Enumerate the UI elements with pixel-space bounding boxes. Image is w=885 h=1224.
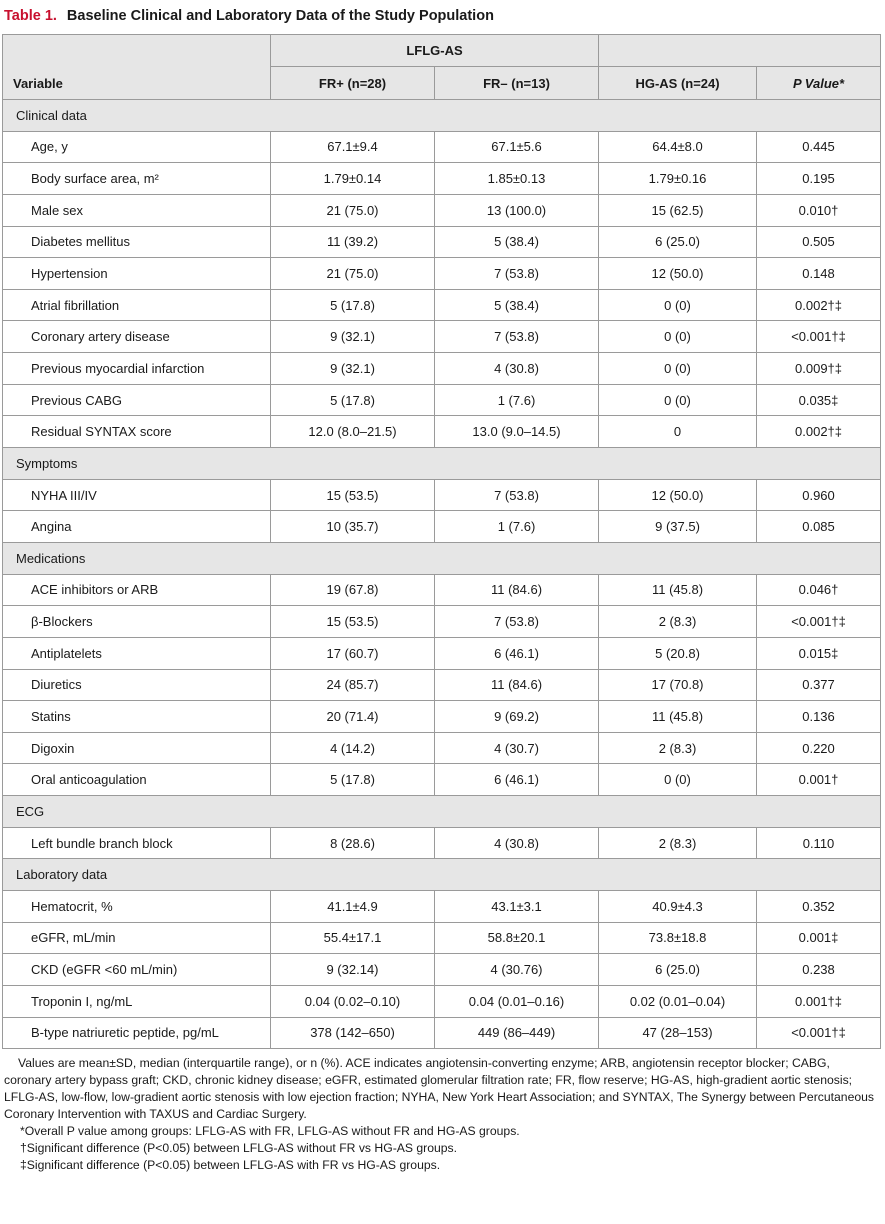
cell-hg-as: 0	[599, 416, 757, 448]
cell-fr-minus: 7 (53.8)	[435, 479, 599, 511]
cell-fr-plus: 17 (60.7)	[271, 637, 435, 669]
table-footnotes	[4, 1055, 876, 1174]
cell-fr-plus: 15 (53.5)	[271, 606, 435, 638]
header-fr-plus: FR+ (n=28)	[271, 67, 435, 100]
section-title: Clinical data	[3, 100, 881, 132]
cell-hg-as: 6 (25.0)	[599, 954, 757, 986]
section-row	[3, 796, 881, 828]
row-label: Residual SYNTAX score	[3, 416, 271, 448]
cell-fr-minus: 7 (53.8)	[435, 321, 599, 353]
cell-fr-minus: 1 (7.6)	[435, 384, 599, 416]
cell-fr-plus: 1.79±0.14	[271, 163, 435, 195]
cell-fr-plus: 10 (35.7)	[271, 511, 435, 543]
row-label: B-type natriuretic peptide, pg/mL	[3, 1017, 271, 1049]
cell-fr-minus: 5 (38.4)	[435, 289, 599, 321]
row-label: Body surface area, m²	[3, 163, 271, 195]
cell-fr-minus: 5 (38.4)	[435, 226, 599, 258]
cell-p-value: 0.220	[757, 732, 881, 764]
cell-p-value: 0.046†	[757, 574, 881, 606]
table-row	[3, 511, 881, 543]
header-variable: Variable	[3, 35, 271, 100]
section-title: Laboratory data	[3, 859, 881, 891]
header-fr-minus: FR– (n=13)	[435, 67, 599, 100]
row-label: eGFR, mL/min	[3, 922, 271, 954]
table-row	[3, 985, 881, 1017]
cell-fr-plus: 12.0 (8.0–21.5)	[271, 416, 435, 448]
cell-p-value: 0.195	[757, 163, 881, 195]
row-label: Digoxin	[3, 732, 271, 764]
header-p-value-text: P Value*	[792, 75, 845, 91]
table-row	[3, 827, 881, 859]
cell-fr-minus: 7 (53.8)	[435, 258, 599, 290]
table-body	[3, 100, 881, 1049]
row-label: Diabetes mellitus	[3, 226, 271, 258]
row-label: Troponin I, ng/mL	[3, 985, 271, 1017]
footnote-star: *Overall P value among groups: LFLG-AS with FR, LFLG-AS without FR and HG-AS groups.	[20, 1124, 520, 1138]
cell-fr-plus: 0.04 (0.02–0.10)	[271, 985, 435, 1017]
row-label: Coronary artery disease	[3, 321, 271, 353]
cell-fr-minus: 1.85±0.13	[435, 163, 599, 195]
table-caption	[4, 5, 874, 27]
header-group-empty	[599, 35, 881, 67]
footnote-dagger: †Significant difference (P<0.05) between LFLG-AS without FR vs HG-AS groups.	[20, 1141, 458, 1155]
cell-hg-as: 0 (0)	[599, 353, 757, 385]
row-label: NYHA III/IV	[3, 479, 271, 511]
cell-p-value: 0.002†‡	[757, 289, 881, 321]
cell-fr-plus: 9 (32.1)	[271, 353, 435, 385]
cell-fr-minus: 449 (86–449)	[435, 1017, 599, 1049]
row-label: Hypertension	[3, 258, 271, 290]
cell-fr-plus: 9 (32.1)	[271, 321, 435, 353]
cell-fr-plus: 41.1±4.9	[271, 891, 435, 923]
cell-fr-minus: 58.8±20.1	[435, 922, 599, 954]
cell-hg-as: 1.79±0.16	[599, 163, 757, 195]
cell-fr-plus: 15 (53.5)	[271, 479, 435, 511]
table-row	[3, 637, 881, 669]
cell-p-value: 0.085	[757, 511, 881, 543]
table-row	[3, 194, 881, 226]
cell-p-value: 0.238	[757, 954, 881, 986]
table-row	[3, 353, 881, 385]
cell-fr-plus: 20 (71.4)	[271, 701, 435, 733]
row-label: Oral anticoagulation	[3, 764, 271, 796]
cell-p-value: 0.377	[757, 669, 881, 701]
row-label: Hematocrit, %	[3, 891, 271, 923]
row-label: ACE inhibitors or ARB	[3, 574, 271, 606]
section-row	[3, 859, 881, 891]
cell-fr-plus: 19 (67.8)	[271, 574, 435, 606]
section-title: Medications	[3, 542, 881, 574]
table-row	[3, 479, 881, 511]
cell-p-value: 0.148	[757, 258, 881, 290]
cell-hg-as: 2 (8.3)	[599, 606, 757, 638]
table-row	[3, 289, 881, 321]
cell-fr-plus: 5 (17.8)	[271, 384, 435, 416]
cell-hg-as: 73.8±18.8	[599, 922, 757, 954]
row-label: Angina	[3, 511, 271, 543]
table-row	[3, 954, 881, 986]
cell-fr-plus: 9 (32.14)	[271, 954, 435, 986]
cell-hg-as: 0 (0)	[599, 384, 757, 416]
row-label: Atrial fibrillation	[3, 289, 271, 321]
row-label: Statins	[3, 701, 271, 733]
cell-p-value: 0.001†	[757, 764, 881, 796]
header-group-lflg-as: LFLG-AS	[271, 35, 599, 67]
row-label: Male sex	[3, 194, 271, 226]
cell-hg-as: 15 (62.5)	[599, 194, 757, 226]
cell-hg-as: 9 (37.5)	[599, 511, 757, 543]
row-label: Left bundle branch block	[3, 827, 271, 859]
cell-fr-plus: 55.4±17.1	[271, 922, 435, 954]
cell-p-value: 0.960	[757, 479, 881, 511]
cell-fr-plus: 21 (75.0)	[271, 194, 435, 226]
cell-hg-as: 2 (8.3)	[599, 732, 757, 764]
cell-fr-minus: 11 (84.6)	[435, 669, 599, 701]
row-label: Diuretics	[3, 669, 271, 701]
cell-hg-as: 5 (20.8)	[599, 637, 757, 669]
cell-fr-plus: 21 (75.0)	[271, 258, 435, 290]
footnote-double-dagger: ‡Significant difference (P<0.05) between LFLG-AS with FR vs HG-AS groups.	[20, 1158, 441, 1172]
table-row	[3, 384, 881, 416]
row-label: Age, y	[3, 131, 271, 163]
table-row	[3, 669, 881, 701]
table-row	[3, 1017, 881, 1049]
cell-fr-minus: 11 (84.6)	[435, 574, 599, 606]
cell-hg-as: 12 (50.0)	[599, 258, 757, 290]
header-p-value	[757, 67, 881, 100]
section-title: ECG	[3, 796, 881, 828]
cell-fr-minus: 13.0 (9.0–14.5)	[435, 416, 599, 448]
cell-fr-plus: 378 (142–650)	[271, 1017, 435, 1049]
cell-fr-minus: 0.04 (0.01–0.16)	[435, 985, 599, 1017]
cell-hg-as: 11 (45.8)	[599, 701, 757, 733]
table-row	[3, 163, 881, 195]
table-row	[3, 574, 881, 606]
row-label: Previous CABG	[3, 384, 271, 416]
cell-fr-minus: 67.1±5.6	[435, 131, 599, 163]
cell-fr-minus: 6 (46.1)	[435, 637, 599, 669]
cell-hg-as: 40.9±4.3	[599, 891, 757, 923]
section-row	[3, 448, 881, 480]
row-label: Previous myocardial infarction	[3, 353, 271, 385]
cell-p-value: 0.001‡	[757, 922, 881, 954]
cell-hg-as: 0 (0)	[599, 321, 757, 353]
cell-fr-minus: 4 (30.76)	[435, 954, 599, 986]
table-title: Baseline Clinical and Laboratory Data of the Study Population	[66, 8, 494, 24]
cell-hg-as: 0.02 (0.01–0.04)	[599, 985, 757, 1017]
cell-p-value: 0.002†‡	[757, 416, 881, 448]
cell-fr-plus: 5 (17.8)	[271, 764, 435, 796]
cell-p-value: <0.001†‡	[757, 606, 881, 638]
table-row	[3, 922, 881, 954]
cell-p-value: <0.001†‡	[757, 1017, 881, 1049]
cell-fr-minus: 13 (100.0)	[435, 194, 599, 226]
cell-hg-as: 11 (45.8)	[599, 574, 757, 606]
section-row	[3, 100, 881, 132]
cell-p-value: <0.001†‡	[757, 321, 881, 353]
cell-p-value: 0.352	[757, 891, 881, 923]
cell-p-value: 0.110	[757, 827, 881, 859]
cell-fr-minus: 4 (30.7)	[435, 732, 599, 764]
cell-fr-plus: 8 (28.6)	[271, 827, 435, 859]
cell-hg-as: 12 (50.0)	[599, 479, 757, 511]
cell-fr-minus: 7 (53.8)	[435, 606, 599, 638]
table-row	[3, 131, 881, 163]
cell-p-value: 0.505	[757, 226, 881, 258]
cell-p-value: 0.010†	[757, 194, 881, 226]
table-row	[3, 606, 881, 638]
cell-p-value: 0.009†‡	[757, 353, 881, 385]
cell-hg-as: 47 (28–153)	[599, 1017, 757, 1049]
cell-hg-as: 6 (25.0)	[599, 226, 757, 258]
table-row	[3, 416, 881, 448]
table-row	[3, 321, 881, 353]
cell-fr-minus: 1 (7.6)	[435, 511, 599, 543]
cell-fr-plus: 4 (14.2)	[271, 732, 435, 764]
cell-fr-plus: 11 (39.2)	[271, 226, 435, 258]
table-row	[3, 732, 881, 764]
table-row	[3, 226, 881, 258]
cell-fr-minus: 43.1±3.1	[435, 891, 599, 923]
cell-fr-minus: 6 (46.1)	[435, 764, 599, 796]
header-hg-as: HG-AS (n=24)	[599, 67, 757, 100]
cell-p-value: 0.445	[757, 131, 881, 163]
baseline-data-table	[2, 34, 881, 1049]
cell-fr-minus: 4 (30.8)	[435, 353, 599, 385]
row-label: β-Blockers	[3, 606, 271, 638]
cell-fr-plus: 5 (17.8)	[271, 289, 435, 321]
footnote-abbreviations: Values are mean±SD, median (interquartile range), or n (%). ACE indicates angiotensin-converting enzyme; ARB, angiotensin receptor blocker; CABG, coronary artery bypass graft; CKD, chronic kidney disease; eGFR, estimated glomerular filtration rate; FR, flow reserve; HG-AS, high-gradient aortic stenosis; LFLG-AS, low-flow, low-gradient aortic stenosis with low ejection fraction; NYHA, New York Heart Association; and SYNTAX, The Synergy between Percutaneous Coronary Intervention with TAXUS and Cardiac Surgery.	[4, 1056, 875, 1121]
cell-fr-plus: 24 (85.7)	[271, 669, 435, 701]
cell-fr-minus: 9 (69.2)	[435, 701, 599, 733]
row-label: Antiplatelets	[3, 637, 271, 669]
row-label: CKD (eGFR <60 mL/min)	[3, 954, 271, 986]
section-title: Symptoms	[3, 448, 881, 480]
cell-fr-plus: 67.1±9.4	[271, 131, 435, 163]
table-row	[3, 764, 881, 796]
table-row	[3, 701, 881, 733]
cell-p-value: 0.035‡	[757, 384, 881, 416]
table-row	[3, 258, 881, 290]
table-number: Table 1.	[4, 8, 57, 24]
cell-hg-as: 17 (70.8)	[599, 669, 757, 701]
cell-hg-as: 64.4±8.0	[599, 131, 757, 163]
cell-hg-as: 0 (0)	[599, 289, 757, 321]
cell-hg-as: 0 (0)	[599, 764, 757, 796]
cell-hg-as: 2 (8.3)	[599, 827, 757, 859]
table-row	[3, 891, 881, 923]
cell-p-value: 0.136	[757, 701, 881, 733]
cell-p-value: 0.001†‡	[757, 985, 881, 1017]
section-row	[3, 542, 881, 574]
cell-fr-minus: 4 (30.8)	[435, 827, 599, 859]
cell-p-value: 0.015‡	[757, 637, 881, 669]
